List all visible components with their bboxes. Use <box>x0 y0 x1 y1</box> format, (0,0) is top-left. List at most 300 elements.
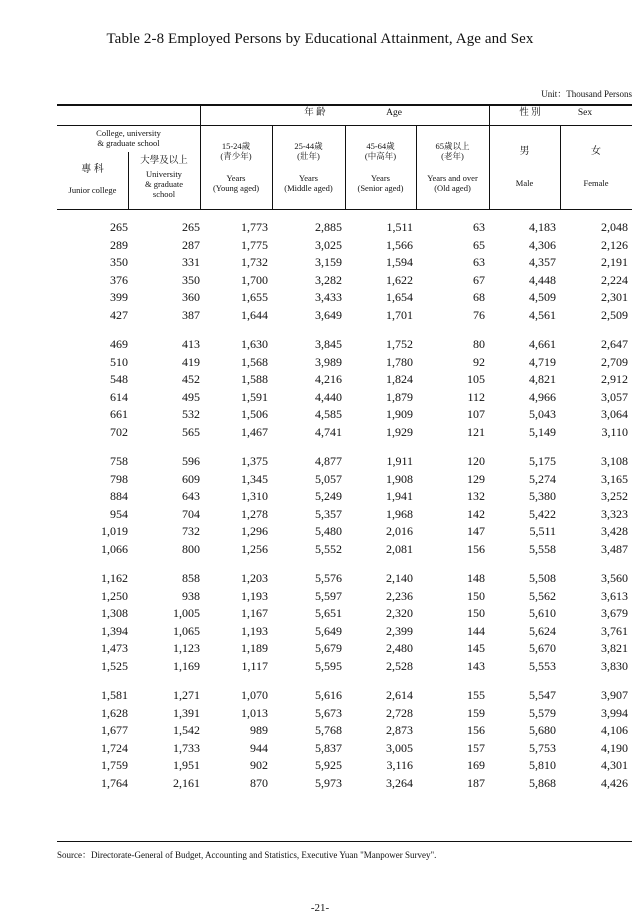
cell-female: 2,709 <box>601 354 628 369</box>
table-row <box>57 569 632 587</box>
cell-male: 4,448 <box>529 272 556 287</box>
cell-age-45-64: 3,116 <box>386 758 413 772</box>
unit-label: Unit：Thousand Persons <box>541 89 632 99</box>
cell-age-65-over: 120 <box>467 454 485 468</box>
cell-junior-college: 289 <box>110 237 128 252</box>
cell-junior-college: 661 <box>110 407 128 421</box>
cell-age-65-over: 155 <box>467 688 485 702</box>
bottom-rule <box>57 841 632 842</box>
table-row <box>57 774 632 792</box>
cell-junior-college: 1,019 <box>101 524 128 538</box>
cell-male: 5,680 <box>529 723 556 737</box>
cell-female: 2,509 <box>601 307 628 322</box>
cell-university: 1,951 <box>173 758 200 772</box>
cell-age-45-64: 2,614 <box>386 688 413 702</box>
cell-university: 419 <box>182 354 200 369</box>
cell-age-15-24: 1,203 <box>241 571 268 585</box>
cell-age-65-over: 144 <box>467 623 485 638</box>
cell-female: 3,830 <box>601 658 628 673</box>
cell-junior-college: 376 <box>110 272 128 287</box>
cell-university: 387 <box>182 307 200 322</box>
cell-university: 1,391 <box>173 705 200 720</box>
cell-age-25-44: 4,877 <box>315 454 342 468</box>
cell-male: 5,579 <box>529 705 556 720</box>
cell-age-45-64: 1,929 <box>386 424 413 439</box>
cell-age-45-64: 2,399 <box>386 623 413 638</box>
cell-age-65-over: 63 <box>473 255 485 269</box>
cell-age-45-64: 1,968 <box>386 506 413 521</box>
cell-age-25-44: 5,649 <box>315 623 342 638</box>
table-row <box>57 487 632 505</box>
table-row <box>57 271 632 289</box>
cell-university: 265 <box>182 220 200 234</box>
cell-male: 5,753 <box>529 740 556 755</box>
cell-male: 5,508 <box>529 571 556 585</box>
cell-female: 3,108 <box>601 454 628 468</box>
cell-age-65-over: 80 <box>473 337 485 351</box>
cell-female: 3,487 <box>601 541 628 556</box>
table-row <box>57 253 632 271</box>
cell-male: 4,509 <box>529 290 556 304</box>
cell-age-45-64: 2,873 <box>386 723 413 737</box>
cell-age-65-over: 65 <box>473 237 485 252</box>
cell-age-25-44: 3,025 <box>315 237 342 252</box>
age-15-24-zh: (青少年) <box>220 151 252 161</box>
cell-female: 3,560 <box>601 571 628 585</box>
cell-junior-college: 1,250 <box>101 588 128 603</box>
cell-male: 5,624 <box>529 623 556 638</box>
cell-male: 5,422 <box>529 506 556 521</box>
cell-age-65-over: 156 <box>467 723 485 737</box>
source-note: Source：Directorate-General of Budget, Accounting and Statistics, Executive Yuan "Manpower Survey". <box>57 850 437 860</box>
cell-age-65-over: 150 <box>467 588 485 603</box>
cell-age-15-24: 1,345 <box>241 471 268 486</box>
university-en-2: & graduate <box>145 179 183 189</box>
cell-junior-college: 614 <box>110 389 128 404</box>
cell-age-45-64: 1,566 <box>386 237 413 252</box>
cell-age-15-24: 1,167 <box>241 606 268 620</box>
cell-male: 5,553 <box>529 658 556 673</box>
cell-age-15-24: 1,013 <box>241 705 268 720</box>
cell-age-65-over: 129 <box>467 471 485 486</box>
table-row <box>57 756 632 774</box>
cell-age-45-64: 2,236 <box>386 588 413 603</box>
cell-age-45-64: 1,911 <box>386 454 413 468</box>
top-rule <box>57 104 632 106</box>
cell-age-15-24: 1,189 <box>241 641 268 655</box>
cell-age-65-over: 121 <box>467 424 485 439</box>
cell-female: 4,190 <box>601 740 628 755</box>
cell-male: 4,821 <box>529 372 556 386</box>
cell-male: 5,562 <box>529 588 556 603</box>
cell-female: 3,761 <box>601 623 628 638</box>
cell-male: 5,558 <box>529 541 556 556</box>
cell-university: 1,065 <box>173 623 200 638</box>
cell-age-25-44: 2,885 <box>315 220 342 234</box>
cell-university: 360 <box>182 290 200 304</box>
table-row <box>57 704 632 722</box>
cell-age-45-64: 1,752 <box>386 337 413 351</box>
cell-age-25-44: 5,837 <box>315 740 342 755</box>
table-row <box>57 470 632 488</box>
cell-age-15-24: 1,375 <box>241 454 268 468</box>
table-row <box>57 739 632 757</box>
cell-male: 4,357 <box>529 255 556 269</box>
table-row <box>57 639 632 657</box>
cell-male: 5,547 <box>529 688 556 702</box>
table-row <box>57 452 632 470</box>
col-divider <box>272 125 273 209</box>
cell-age-65-over: 187 <box>467 775 485 790</box>
cell-age-65-over: 169 <box>467 758 485 772</box>
col-divider <box>560 125 561 209</box>
cell-age-15-24: 1,588 <box>241 372 268 386</box>
junior-college-en: Junior college <box>68 185 117 195</box>
sex-group-zh: 性 別 <box>519 108 541 118</box>
cell-university: 350 <box>182 272 200 287</box>
cell-male: 5,149 <box>529 424 556 439</box>
cell-age-15-24: 1,296 <box>241 524 268 538</box>
cell-age-25-44: 3,989 <box>315 354 342 369</box>
age-65-en-2: (Old aged) <box>434 183 471 193</box>
cell-junior-college: 1,394 <box>101 623 128 638</box>
cell-junior-college: 1,677 <box>101 723 128 737</box>
cell-age-45-64: 1,701 <box>386 307 413 322</box>
col-divider <box>345 125 346 209</box>
cell-age-65-over: 143 <box>467 658 485 673</box>
college-group-line2: & graduate school <box>97 138 160 148</box>
male-zh: 男 <box>519 146 530 157</box>
cell-male: 4,661 <box>529 337 556 351</box>
cell-age-45-64: 1,941 <box>386 489 413 503</box>
cell-university: 1,733 <box>173 740 200 755</box>
cell-male: 5,274 <box>529 471 556 486</box>
table-row <box>57 306 632 324</box>
university-zh: 大學及以上 <box>140 156 188 166</box>
table-row <box>57 288 632 306</box>
cell-age-65-over: 105 <box>467 372 485 386</box>
age-65-en-1: Years and over <box>427 173 478 183</box>
cell-age-25-44: 5,249 <box>315 489 342 503</box>
cell-age-45-64: 2,480 <box>386 641 413 655</box>
table-row <box>57 388 632 406</box>
table-body <box>57 218 632 791</box>
cell-age-15-24: 1,310 <box>241 489 268 503</box>
cell-age-25-44: 5,768 <box>315 723 342 737</box>
cell-age-45-64: 1,780 <box>386 354 413 369</box>
college-group-line1: College, university <box>96 128 161 138</box>
table-row <box>57 540 632 558</box>
cell-junior-college: 798 <box>110 471 128 486</box>
cell-male: 4,966 <box>529 389 556 404</box>
female-en: Female <box>583 178 609 188</box>
cell-age-65-over: 76 <box>473 307 485 322</box>
cell-age-65-over: 148 <box>467 571 485 585</box>
cell-junior-college: 469 <box>110 337 128 351</box>
cell-age-15-24: 1,644 <box>241 307 268 322</box>
cell-female: 3,907 <box>601 688 628 702</box>
cell-university: 565 <box>182 424 200 439</box>
table-row <box>57 405 632 423</box>
cell-age-45-64: 1,909 <box>386 407 413 421</box>
cell-junior-college: 399 <box>110 290 128 304</box>
cell-junior-college: 1,473 <box>101 641 128 655</box>
cell-male: 5,043 <box>529 407 556 421</box>
cell-university: 858 <box>182 571 200 585</box>
cell-female: 3,110 <box>601 424 628 439</box>
cell-female: 2,126 <box>601 237 628 252</box>
cell-university: 452 <box>182 372 200 386</box>
age-25-44-range: 25-44歲 <box>294 141 323 151</box>
cell-female: 2,224 <box>601 272 628 287</box>
cell-age-15-24: 1,732 <box>241 255 268 269</box>
male-en: Male <box>515 178 534 188</box>
cell-university: 609 <box>182 471 200 486</box>
cell-age-45-64: 3,005 <box>386 740 413 755</box>
cell-female: 2,912 <box>601 372 628 386</box>
cell-age-65-over: 142 <box>467 506 485 521</box>
cell-age-25-44: 3,282 <box>315 272 342 287</box>
college-group-rule <box>57 125 200 126</box>
cell-age-25-44: 3,433 <box>315 290 342 304</box>
col-divider <box>416 125 417 209</box>
cell-university: 532 <box>182 407 200 421</box>
table-row <box>57 657 632 675</box>
cell-age-15-24: 1,070 <box>241 688 268 702</box>
cell-university: 1,542 <box>173 723 200 737</box>
header-bottom-rule <box>57 209 632 210</box>
cell-age-65-over: 112 <box>467 389 485 404</box>
cell-university: 732 <box>182 524 200 538</box>
cell-age-45-64: 2,728 <box>386 705 413 720</box>
cell-age-15-24: 944 <box>250 740 268 755</box>
female-zh: 女 <box>591 146 601 157</box>
cell-female: 4,301 <box>601 758 628 772</box>
cell-female: 3,613 <box>601 588 628 603</box>
cell-age-65-over: 150 <box>467 606 485 620</box>
cell-age-25-44: 3,649 <box>315 307 342 322</box>
cell-female: 4,106 <box>601 723 628 737</box>
cell-age-15-24: 902 <box>250 758 268 772</box>
cell-age-65-over: 68 <box>473 290 485 304</box>
age-group-zh: 年 齡 <box>304 108 326 118</box>
age-65-range: 65歲以上 <box>435 141 470 151</box>
cell-age-25-44: 5,925 <box>315 758 342 772</box>
cell-female: 3,821 <box>601 641 628 655</box>
cell-age-25-44: 4,440 <box>315 389 342 404</box>
cell-age-15-24: 1,773 <box>241 220 268 234</box>
cell-age-65-over: 156 <box>467 541 485 556</box>
cell-junior-college: 1,581 <box>101 688 128 702</box>
age-25-44-en-1: Years <box>299 173 318 183</box>
cell-university: 331 <box>182 255 200 269</box>
cell-junior-college: 350 <box>110 255 128 269</box>
cell-female: 3,165 <box>601 471 628 486</box>
age-15-24-en-1: Years <box>226 173 246 183</box>
cell-university: 938 <box>182 588 200 603</box>
cell-junior-college: 1,066 <box>101 541 128 556</box>
table-row <box>57 505 632 523</box>
table-row <box>57 622 632 640</box>
cell-age-65-over: 63 <box>473 220 485 234</box>
cell-junior-college: 954 <box>110 506 128 521</box>
cell-female: 4,426 <box>601 775 628 790</box>
cell-age-25-44: 5,679 <box>315 641 342 655</box>
cell-age-15-24: 989 <box>250 723 268 737</box>
cell-age-25-44: 4,585 <box>315 407 342 421</box>
cell-junior-college: 1,759 <box>101 758 128 772</box>
cell-junior-college: 1,628 <box>101 705 128 720</box>
cell-junior-college: 884 <box>110 489 128 503</box>
cell-age-45-64: 1,511 <box>386 220 413 234</box>
cell-male: 5,380 <box>529 489 556 503</box>
cell-age-15-24: 1,506 <box>241 407 268 421</box>
cell-age-25-44: 5,576 <box>315 571 342 585</box>
age-45-64-zh: (中高年) <box>364 151 397 161</box>
university-en-1: University <box>146 169 182 179</box>
cell-age-25-44: 4,741 <box>315 424 342 439</box>
university-en-3: school <box>152 189 176 199</box>
cell-age-25-44: 5,651 <box>315 606 342 620</box>
age-group-en: Age <box>386 108 402 118</box>
cell-age-45-64: 1,594 <box>386 255 413 269</box>
cell-age-65-over: 157 <box>467 740 485 755</box>
cell-age-15-24: 1,256 <box>241 541 268 556</box>
table-row <box>57 587 632 605</box>
cell-university: 413 <box>182 337 200 351</box>
cell-male: 4,561 <box>529 307 556 322</box>
cell-age-45-64: 1,622 <box>386 272 413 287</box>
junior-college-zh: 專 科 <box>81 164 104 175</box>
cell-age-65-over: 107 <box>467 407 485 421</box>
page-number: -21- <box>310 902 330 914</box>
cell-age-15-24: 1,467 <box>241 424 268 439</box>
cell-male: 4,306 <box>529 237 556 252</box>
table-title: Table 2-8 Employed Persons by Educational Attainment, Age and Sex <box>106 31 534 47</box>
cell-junior-college: 1,724 <box>101 740 128 755</box>
cell-age-25-44: 5,480 <box>315 524 342 538</box>
cell-age-15-24: 1,278 <box>241 506 268 521</box>
cell-age-45-64: 1,879 <box>386 389 413 404</box>
cell-university: 287 <box>182 237 200 252</box>
cell-age-25-44: 3,159 <box>315 255 342 269</box>
age-45-64-en-1: Years <box>371 173 390 183</box>
cell-age-45-64: 2,528 <box>386 658 413 673</box>
age-25-44-en-2: (Middle aged) <box>284 183 333 193</box>
cell-age-45-64: 2,016 <box>386 524 413 538</box>
age-65-zh: (老年) <box>441 151 464 161</box>
cell-junior-college: 265 <box>110 220 128 234</box>
table-row <box>57 236 632 254</box>
table-row <box>57 353 632 371</box>
cell-age-25-44: 5,595 <box>315 658 342 673</box>
cell-age-25-44: 5,973 <box>315 775 342 790</box>
cell-age-65-over: 147 <box>467 524 485 538</box>
cell-female: 3,428 <box>601 524 628 538</box>
table-row <box>57 686 632 704</box>
age-45-64-range: 45-64歲 <box>366 141 395 151</box>
cell-university: 643 <box>182 489 200 503</box>
table-row <box>57 604 632 622</box>
cell-female: 3,994 <box>601 705 628 720</box>
age-25-44-zh: (壯年) <box>297 151 320 161</box>
cell-age-25-44: 5,552 <box>315 541 342 556</box>
cell-age-15-24: 1,655 <box>241 290 268 304</box>
cell-university: 596 <box>182 454 200 468</box>
cell-age-65-over: 145 <box>467 641 485 655</box>
cell-female: 3,057 <box>601 389 628 404</box>
cell-age-15-24: 1,775 <box>241 237 268 252</box>
cell-female: 2,301 <box>601 290 628 304</box>
cell-age-45-64: 1,908 <box>386 471 413 486</box>
cell-age-15-24: 1,193 <box>241 623 268 638</box>
age-15-24-en-2: (Young aged) <box>212 183 260 193</box>
cell-female: 3,252 <box>601 489 628 503</box>
table-row <box>57 522 632 540</box>
cell-age-25-44: 5,616 <box>315 688 342 702</box>
cell-university: 1,271 <box>173 688 200 702</box>
cell-junior-college: 1,525 <box>101 658 128 673</box>
sex-group-en: Sex <box>577 108 593 118</box>
cell-age-25-44: 5,597 <box>315 588 342 603</box>
cell-age-65-over: 159 <box>467 705 485 720</box>
cell-age-15-24: 1,193 <box>241 588 268 603</box>
cell-age-45-64: 2,140 <box>386 571 413 585</box>
table-row <box>57 423 632 441</box>
cell-age-15-24: 1,591 <box>241 389 268 404</box>
cell-university: 1,005 <box>173 606 200 620</box>
cell-male: 5,670 <box>529 641 556 655</box>
cell-university: 800 <box>182 541 200 556</box>
cell-age-25-44: 5,673 <box>315 705 342 720</box>
cell-male: 5,175 <box>529 454 556 468</box>
cell-female: 2,048 <box>601 220 628 234</box>
table-row <box>57 218 632 236</box>
cell-age-25-44: 4,216 <box>315 372 342 386</box>
cell-female: 2,647 <box>601 337 628 351</box>
cell-male: 5,868 <box>529 775 556 790</box>
cell-age-45-64: 1,824 <box>386 372 413 386</box>
cell-university: 1,123 <box>173 641 200 655</box>
cell-male: 5,610 <box>529 606 556 620</box>
cell-junior-college: 702 <box>110 424 128 439</box>
table-row <box>57 370 632 388</box>
cell-university: 495 <box>182 389 200 404</box>
cell-age-25-44: 3,845 <box>315 337 342 351</box>
cell-male: 5,511 <box>529 524 556 538</box>
cell-junior-college: 510 <box>110 354 128 369</box>
cell-male: 5,810 <box>529 758 556 772</box>
cell-university: 1,169 <box>173 658 200 673</box>
cell-age-25-44: 5,357 <box>315 506 342 521</box>
cell-age-45-64: 2,081 <box>386 541 413 556</box>
cell-female: 3,064 <box>601 407 628 421</box>
cell-age-15-24: 1,630 <box>241 337 268 351</box>
cell-male: 4,719 <box>529 354 556 369</box>
cell-age-15-24: 1,700 <box>241 272 268 287</box>
cell-age-45-64: 3,264 <box>386 775 413 790</box>
age-45-64-en-2: (Senior aged) <box>357 183 404 193</box>
cell-age-15-24: 870 <box>250 775 268 790</box>
age-15-24-range: 15-24歲 <box>221 141 251 151</box>
table-row <box>57 335 632 353</box>
cell-female: 2,191 <box>601 255 628 269</box>
cell-female: 3,679 <box>601 606 628 620</box>
cell-junior-college: 1,162 <box>101 571 128 585</box>
cell-junior-college: 1,308 <box>101 606 128 620</box>
cell-age-45-64: 2,320 <box>386 606 413 620</box>
cell-junior-college: 758 <box>110 454 128 468</box>
